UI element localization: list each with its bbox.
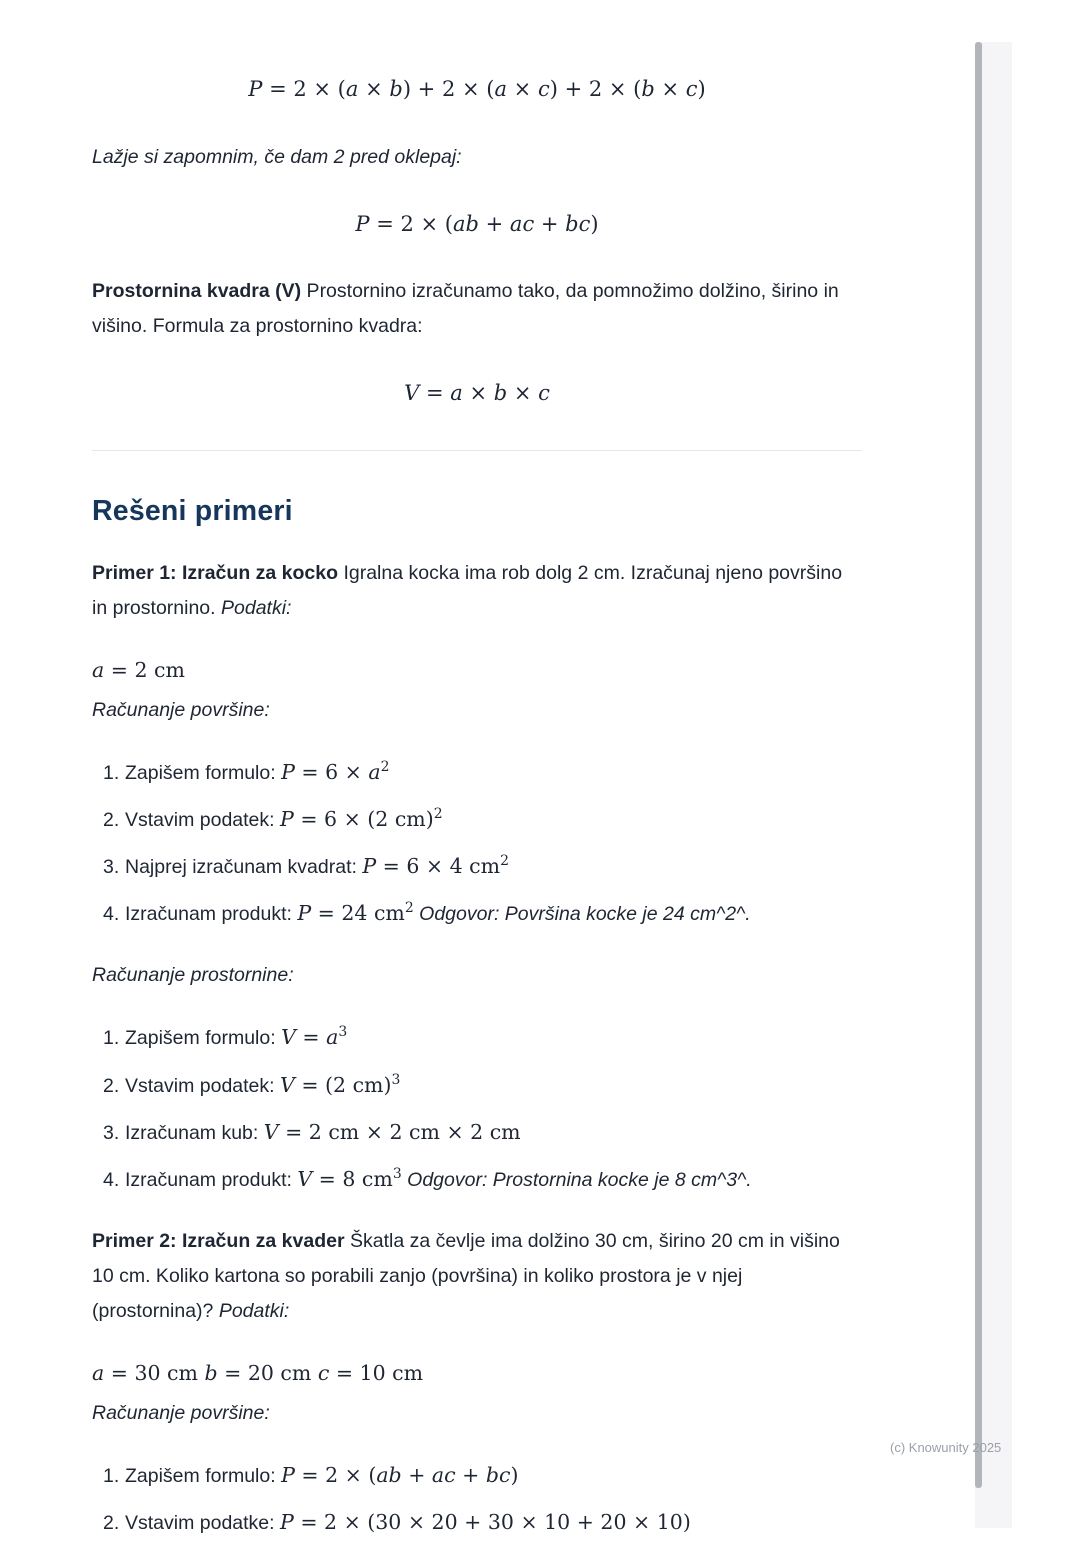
- step-number: 4.: [103, 1168, 120, 1191]
- step-math: P = 2 × (ab + ac + bc): [281, 1463, 519, 1488]
- step-number: 3.: [103, 856, 120, 879]
- example2-title: Primer 2: Izračun za kvader: [92, 1229, 345, 1252]
- step-number: 3.: [103, 1121, 120, 1144]
- list-item: [103, 801, 862, 838]
- example2-given-data: a = 30 cm b = 20 cm c = 10 cm: [92, 1361, 424, 1386]
- step-answer: Odgovor: Površina kocke je 24 cm^2^.: [413, 903, 751, 926]
- example2-intro-paragraph: [92, 1224, 862, 1329]
- step-label: Zapišem formulo:: [125, 1465, 282, 1488]
- step-number: 4.: [103, 903, 120, 926]
- list-item: [103, 754, 862, 791]
- copyright-watermark: (c) Knowunity 2025: [890, 1440, 1002, 1455]
- step-math: V = 8 $cm^3$: [297, 1165, 402, 1191]
- step-label: Izračunam produkt:: [125, 1168, 298, 1191]
- section-heading: Rešeni primeri: [92, 494, 293, 527]
- step-label: Izračunam produkt:: [125, 903, 298, 926]
- volume-term: Prostornina kvadra (V): [92, 280, 302, 303]
- step-label: Vstavim podatek:: [125, 1074, 280, 1097]
- step-label: Zapišem formulo:: [125, 762, 282, 784]
- example1-intro-text: Igralna kocka ima rob dolg 2 cm. Izračunaj njeno površino in prostornino.: [92, 561, 843, 619]
- scrollbar-thumb[interactable]: [975, 42, 982, 1488]
- list-item: [103, 1504, 862, 1541]
- example1-title: Primer 1: Izračun za kocko: [92, 561, 339, 584]
- step-answer: Odgovor: Prostornina kocke je 8 cm^3^.: [401, 1168, 752, 1191]
- list-item: [103, 1457, 862, 1494]
- step-number: 2.: [103, 1512, 120, 1535]
- example1-volume-steps: [92, 1019, 862, 1197]
- step-math: V = (2 cm)$^3$: [280, 1071, 401, 1097]
- example2-intro-text: Škatla za čevlje ima dolžino 30 cm, širino 20 cm in višino 10 cm. Koliko kartona so porabili zanjo (površina) in koliko prostora je v njej (prostornina)?: [92, 1229, 840, 1323]
- surface-area-formula-factored: P = 2 × (ab + ac + bc): [355, 211, 599, 236]
- example1-given-data: a = 2 cm: [92, 658, 185, 683]
- step-math: $P = 6 \times a^2$: [281, 759, 390, 784]
- step-math: P = 6 × 4 $cm^2$: [362, 853, 509, 879]
- list-item: [103, 1161, 862, 1198]
- example2-surface-calc-label: Računanje površine:: [92, 1402, 270, 1425]
- step-label: Izračunam kub:: [125, 1121, 264, 1144]
- step-math: P = 2 × (30 × 20 + 30 × 10 + 20 × 10): [280, 1510, 691, 1535]
- example2-data-label: Podatki:: [218, 1300, 290, 1323]
- volume-definition-paragraph: [92, 274, 862, 344]
- surface-area-formula-expanded: P = 2 × (a × b) + 2 × (a × c) + 2 × (b × c): [248, 77, 706, 101]
- example1-surface-calc-label: Računanje površine:: [92, 698, 270, 721]
- section-divider: [92, 450, 862, 451]
- step-number: 2.: [103, 1074, 120, 1097]
- mnemonic-note: Lažje si zapomnim, če dam 2 pred oklepaj:: [92, 145, 462, 168]
- step-label: Vstavim podatek:: [125, 809, 280, 832]
- example1-surface-steps: [92, 754, 862, 932]
- example1-volume-calc-label: Računanje prostornine:: [92, 964, 294, 987]
- example1-data-label: Podatki:: [221, 596, 292, 619]
- step-math: P = 24 $cm^2$: [297, 900, 414, 926]
- step-number: 2.: [103, 809, 120, 832]
- list-item: [103, 895, 862, 932]
- list-item: [103, 1114, 862, 1151]
- step-math: $V = a^3$: [281, 1024, 348, 1050]
- example2-surface-steps: [92, 1457, 862, 1541]
- step-math: V = 2 cm × 2 cm × 2 cm: [263, 1119, 521, 1144]
- step-label: Zapišem formulo:: [125, 1027, 282, 1050]
- document-content: [92, 40, 862, 1567]
- step-math: P = 6 × (2 cm)$^2$: [280, 806, 443, 832]
- step-number: 1.: [103, 1027, 120, 1050]
- list-item: [103, 1067, 862, 1104]
- example1-intro-paragraph: [92, 556, 862, 626]
- step-label: Najprej izračunam kvadrat:: [125, 856, 363, 879]
- list-item: [103, 1019, 862, 1056]
- step-label: Vstavim podatke:: [125, 1512, 280, 1535]
- volume-definition-text: Prostornino izračunamo tako, da pomnožimo dolžino, širino in višino. Formula za prostornino kvadra:: [92, 280, 839, 338]
- step-number: 1.: [103, 1465, 120, 1488]
- step-number: 1.: [103, 762, 120, 784]
- volume-formula: V = a × b × c: [404, 381, 550, 406]
- list-item: [103, 848, 862, 885]
